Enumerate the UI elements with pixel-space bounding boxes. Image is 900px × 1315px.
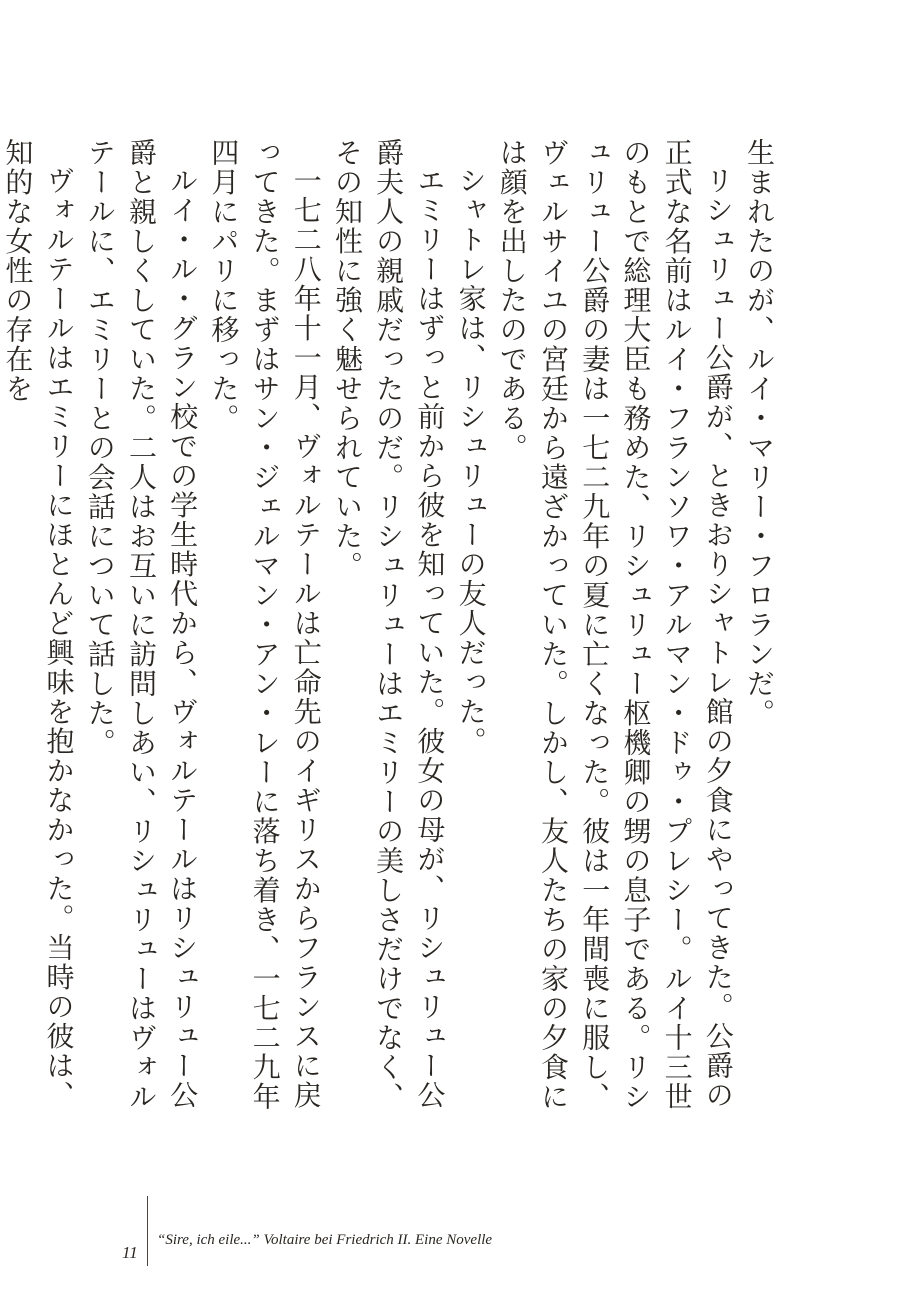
paragraph: ルイ・ル・グラン校での学生時代から、ヴォルテールはリシュリュー公爵と親しくしていた。二人はお互いに訪問しあい、リシュリューはヴォルテールに、エミリーとの会話について話した。 xyxy=(83,138,200,1112)
footer-divider xyxy=(147,1196,148,1266)
paragraph: 一七二八年十一月、ヴォルテールは亡命先のイギリスからフランスに戻ってきた。まずはサン・ジェルマン・アン・レーに落ち着き、一七二九年四月にパリに移った。 xyxy=(207,138,323,1112)
running-title: “Sire, ich eile...” Voltaire bei Friedrich II. Eine Novelle xyxy=(157,1232,493,1248)
vertical-body-text xyxy=(1,138,780,1123)
page-number: 11 xyxy=(122,1243,138,1262)
paragraph: シャトレ家は、リシュリューの友人だった。 xyxy=(454,166,488,756)
paragraph: リシュリュー公爵が、ときおりシャトレ館の夕食にやってきた。公爵の正式な名前はルイ・フランソワ・アルマン・ドゥ・プレシー。ルイ十三世のもとで総理大臣も務めた、リシュリュー枢機卿の甥の息子である。リシュリュー公爵の妻は一七二九年の夏に亡くなった。彼は一年間喪に服し、ヴェルサイユの宮廷から遠ざかっていた。しかし、友人たちの家の夕食には顔を出したのである。 xyxy=(495,138,735,1112)
paragraph: ヴォルテールはエミリーにほとんど興味を抱かなかった。当時の彼は、知的な女性の存在を xyxy=(1,138,76,1110)
paragraph: 生まれたのが、ルイ・マリー・フロランだ。 xyxy=(743,138,776,728)
paragraph: エミリーはずっと前から彼を知っていた。彼女の母が、リシュリュー公爵夫人の親戚だったのだ。リシュリューはエミリーの美しさだけでなく、その知性に強く魅せられていた。 xyxy=(330,138,447,1112)
